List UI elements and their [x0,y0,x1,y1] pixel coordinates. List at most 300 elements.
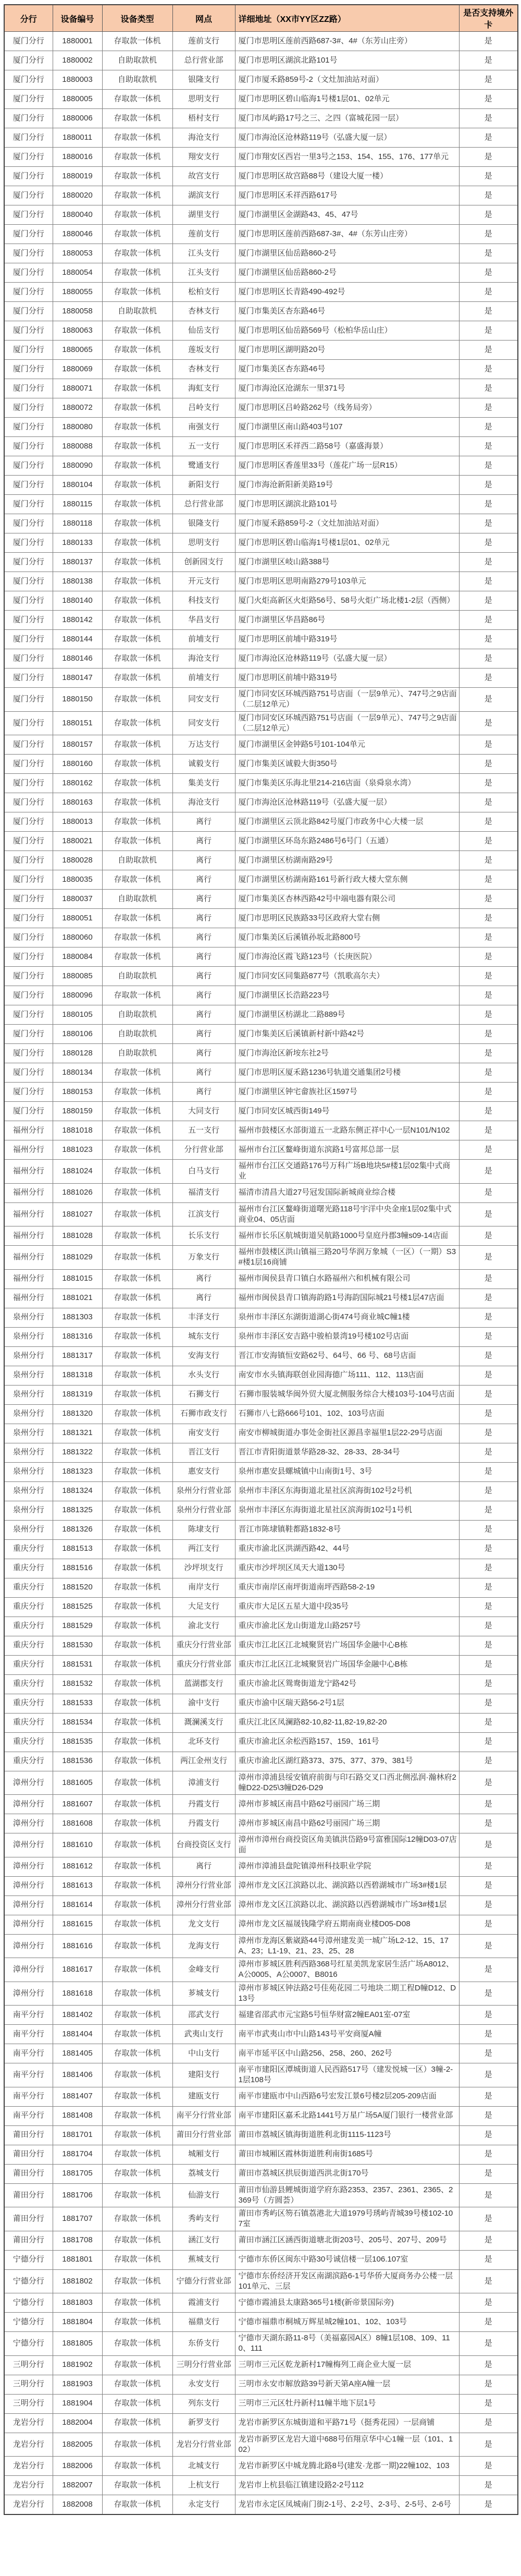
cell-device-id: 1881533 [53,1694,102,1713]
cell-address: 厦门市思明区民族路33号区政府大堂右侧 [235,909,459,928]
cell-device-id: 1881028 [53,1226,102,1246]
cell-foreign-card: 是 [459,1713,518,1732]
cell-foreign-card: 是 [459,735,518,755]
cell-branch: 厦门分行 [4,1083,53,1102]
cell-address: 厦门市集美区杏林西路42号中端电器有限公司 [235,890,459,909]
cell-address: 石狮市八七路666号101、102、103号店面 [235,1404,459,1424]
table-row [4,986,518,1005]
cell-device-id: 1881618 [53,1982,102,2006]
table-row [4,360,518,379]
col-header-address: 详细地址（XX市YY区ZZ路） [235,5,459,32]
cell-branch: 厦门分行 [4,870,53,890]
cell-device-type: 存取款一体机 [102,1934,172,1958]
cell-outlet: 永安支行 [172,2375,235,2394]
cell-outlet: 华昌支行 [172,611,235,630]
cell-device-type: 存取款一体机 [102,2145,172,2164]
cell-outlet: 东侨支行 [172,2332,235,2356]
cell-branch: 漳州分行 [4,1876,53,1895]
cell-device-type: 存取款一体机 [102,1833,172,1857]
cell-foreign-card: 是 [459,302,518,321]
cell-address: 福州市鼓楼区洪山镇福三路20号华润万象城（一区）（一期）S3#楼1层16商铺 [235,1246,459,1270]
cell-device-type: 存取款一体机 [102,1752,172,1771]
cell-branch: 厦门分行 [4,967,53,986]
cell-branch: 重庆分行 [4,1597,53,1617]
cell-device-type: 存取款一体机 [102,263,172,283]
table-row [4,2313,518,2332]
cell-branch: 厦门分行 [4,476,53,495]
cell-foreign-card: 是 [459,2495,518,2514]
cell-foreign-card: 是 [459,688,518,712]
cell-address: 宁德市霞浦县太康路365号1楼(新帝景国际旁) [235,2293,459,2313]
cell-outlet: 重庆分行营业部 [172,1655,235,1674]
cell-device-id: 1881902 [53,2355,102,2375]
cell-device-id: 1880035 [53,870,102,890]
cell-address: 厦门市思明区禾祥西二路58号（嘉盛海景） [235,437,459,456]
cell-address: 厦门市海沧新阳新美路19号 [235,476,459,495]
cell-outlet: 离行 [172,1044,235,1063]
cell-outlet: 思明支行 [172,90,235,109]
cell-branch: 泉州分行 [4,1424,53,1443]
cell-device-id: 1881904 [53,2394,102,2413]
cell-foreign-card: 是 [459,1202,518,1226]
cell-outlet: 大足支行 [172,1597,235,1617]
cell-outlet: 湖里支行 [172,205,235,225]
cell-outlet: 吕岭支行 [172,398,235,418]
table-row [4,735,518,755]
cell-address: 厦门市思明区思明南路279号103单元 [235,572,459,591]
table-row [4,1539,518,1559]
table-row [4,870,518,890]
cell-foreign-card: 是 [459,1462,518,1481]
cell-outlet: 上杭支行 [172,2476,235,2495]
cell-outlet: 离行 [172,1063,235,1083]
table-row [4,1102,518,1121]
cell-outlet: 科技支行 [172,591,235,611]
cell-foreign-card: 是 [459,2293,518,2313]
cell-outlet: 石狮支行 [172,1385,235,1404]
cell-foreign-card: 是 [459,774,518,793]
cell-address: 厦门市思明区长青路490-492号 [235,283,459,302]
cell-outlet: 水头支行 [172,1366,235,1385]
cell-device-type: 存取款一体机 [102,1202,172,1226]
cell-outlet: 晋江支行 [172,1443,235,1462]
cell-address: 重庆市大足区五星大道中段35号 [235,1597,459,1617]
cell-foreign-card: 是 [459,2269,518,2293]
cell-device-type: 存取款一体机 [102,456,172,476]
cell-branch: 厦门分行 [4,418,53,437]
table-row [4,1246,518,1270]
cell-outlet: 五一支行 [172,437,235,456]
cell-foreign-card: 是 [459,572,518,591]
cell-device-type: 自助取款机 [102,851,172,870]
table-row [4,2006,518,2025]
cell-device-type: 存取款一体机 [102,2433,172,2457]
table-row [4,2207,518,2231]
cell-foreign-card: 是 [459,476,518,495]
cell-address: 福州市闽侯县青口镇白水路福州六和机械有限公司 [235,1269,459,1289]
atm-locations-table [4,4,518,2515]
cell-outlet: 离行 [172,851,235,870]
cell-branch: 厦门分行 [4,225,53,244]
cell-device-id: 1880016 [53,148,102,167]
cell-outlet: 龙文支行 [172,1915,235,1934]
cell-device-type: 存取款一体机 [102,32,172,51]
cell-outlet: 渝中支行 [172,1694,235,1713]
cell-foreign-card: 是 [459,1795,518,1814]
table-row [4,1617,518,1636]
cell-foreign-card: 是 [459,832,518,851]
cell-address: 厦门市翔安区西岩一里3号之153、154、155、176、177单元 [235,148,459,167]
cell-address: 厦门市集美区后溪镇孙坂北路800号 [235,928,459,947]
cell-foreign-card: 是 [459,1424,518,1443]
cell-foreign-card: 是 [459,1694,518,1713]
cell-outlet: 陈埭支行 [172,1520,235,1539]
cell-device-type: 存取款一体机 [102,1443,172,1462]
table-row [4,1202,518,1226]
table-row [4,1226,518,1246]
cell-branch: 厦门分行 [4,630,53,649]
cell-device-type: 存取款一体机 [102,341,172,360]
cell-foreign-card: 是 [459,1578,518,1597]
cell-address: 晋江市青阳街道景华路28-32、28-33、28-34号 [235,1443,459,1462]
table-row [4,2164,518,2183]
cell-device-id: 1880005 [53,90,102,109]
cell-foreign-card: 是 [459,1443,518,1462]
table-row [4,495,518,514]
cell-branch: 宁德分行 [4,2269,53,2293]
cell-outlet: 丹霞支行 [172,1814,235,1833]
cell-address: 漳州市龙海区紫崴路44号漳州建发美一城广场L2-12、15、17A、23；L1-19、21、23、25、28 [235,1934,459,1958]
table-row [4,1636,518,1655]
cell-branch: 泉州分行 [4,1385,53,1404]
cell-device-id: 1881608 [53,1814,102,1833]
cell-device-type: 存取款一体机 [102,1346,172,1366]
cell-device-type: 存取款一体机 [102,476,172,495]
cell-address: 厦门市思明区故宫路88号（建设大厦一楼） [235,167,459,186]
cell-branch: 漳州分行 [4,1771,53,1795]
cell-device-id: 1882006 [53,2457,102,2476]
cell-device-type: 存取款一体机 [102,1246,172,1270]
table-row [4,553,518,572]
cell-foreign-card: 是 [459,2183,518,2207]
cell-outlet: 离行 [172,986,235,1005]
cell-outlet: 故宫支行 [172,167,235,186]
table-row [4,630,518,649]
cell-outlet: 新罗支行 [172,2413,235,2433]
table-row [4,1121,518,1140]
cell-outlet: 沙坪坝支行 [172,1559,235,1578]
cell-device-type: 存取款一体机 [102,928,172,947]
cell-device-type: 存取款一体机 [102,360,172,379]
cell-outlet: 莲坂支行 [172,341,235,360]
cell-branch: 厦门分行 [4,572,53,591]
cell-outlet: 离行 [172,1025,235,1044]
cell-device-id: 1880037 [53,890,102,909]
cell-device-id: 1880104 [53,476,102,495]
cell-device-id: 1881613 [53,1876,102,1895]
table-row [4,851,518,870]
cell-outlet: 金峰支行 [172,1958,235,1982]
cell-address: 厦门市湖里区钟宅畲族社区1597号 [235,1083,459,1102]
cell-branch: 宁德分行 [4,2332,53,2356]
table-row [4,90,518,109]
cell-branch: 重庆分行 [4,1674,53,1694]
cell-device-type: 存取款一体机 [102,2063,172,2087]
cell-outlet: 丹霞支行 [172,1795,235,1814]
cell-foreign-card: 是 [459,1501,518,1520]
cell-address: 厦门市湖里区环岛东路2486号6号门（五通） [235,832,459,851]
table-row [4,1674,518,1694]
cell-outlet: 离行 [172,928,235,947]
cell-address: 龙岩市新罗区东城街道和平路71号（挺秀花园）一层商铺 [235,2413,459,2433]
cell-address: 厦门市湖里区华昌路86号 [235,611,459,630]
cell-outlet: 创新园支行 [172,553,235,572]
cell-foreign-card: 是 [459,1857,518,1876]
cell-branch: 厦门分行 [4,1102,53,1121]
cell-device-id: 1881402 [53,2006,102,2025]
cell-device-type: 存取款一体机 [102,1771,172,1795]
cell-device-type: 存取款一体机 [102,669,172,688]
cell-address: 厦门市思明区湖滨北路101号 [235,51,459,70]
cell-device-id: 1881529 [53,1617,102,1636]
cell-device-type: 存取款一体机 [102,2183,172,2207]
cell-device-id: 1880072 [53,398,102,418]
cell-branch: 厦门分行 [4,986,53,1005]
cell-device-type: 存取款一体机 [102,2457,172,2476]
cell-foreign-card: 是 [459,398,518,418]
cell-device-type: 存取款一体机 [102,947,172,967]
cell-foreign-card: 是 [459,321,518,341]
cell-address: 莆田市仙游县鲤城街道学府东路2353、2357、2361、2365、2369号（方圆荟） [235,2183,459,2207]
cell-device-id: 1880060 [53,928,102,947]
cell-address: 厦门市思明区前埔中路319号 [235,630,459,649]
cell-device-type: 自助取款机 [102,70,172,90]
cell-branch: 厦门分行 [4,437,53,456]
cell-device-type: 存取款一体机 [102,1694,172,1713]
table-row [4,1732,518,1752]
cell-device-id: 1881513 [53,1539,102,1559]
cell-outlet: 开元支行 [172,572,235,591]
cell-device-id: 1880011 [53,128,102,148]
table-row [4,1597,518,1617]
cell-address: 重庆市渝北区鸳鸯街道龙宁路42号 [235,1674,459,1694]
cell-outlet: 离行 [172,870,235,890]
table-row [4,205,518,225]
cell-foreign-card: 是 [459,1597,518,1617]
cell-device-type: 存取款一体机 [102,109,172,128]
cell-outlet: 江滨支行 [172,1202,235,1226]
cell-address: 福建省邵武市元宝路5号恒华财富2幢EA01室-07室 [235,2006,459,2025]
cell-address: 厦门市同安区环城西路751号店面（一层9单元）、747号之9店面（二层12单元） [235,711,459,735]
cell-branch: 漳州分行 [4,1958,53,1982]
cell-branch: 厦门分行 [4,1005,53,1025]
cell-device-id: 1880137 [53,553,102,572]
cell-device-type: 存取款一体机 [102,1385,172,1404]
cell-address: 福州市闽侯县青口镇海韵路1号海韵国际城21号楼1层47店面 [235,1289,459,1308]
cell-foreign-card: 是 [459,1958,518,1982]
cell-device-type: 自助取款机 [102,1025,172,1044]
cell-device-id: 1881319 [53,1385,102,1404]
cell-device-type: 存取款一体机 [102,793,172,812]
cell-branch: 厦门分行 [4,51,53,70]
cell-foreign-card: 是 [459,1771,518,1795]
cell-device-id: 1880160 [53,755,102,774]
cell-device-id: 1881701 [53,2125,102,2145]
cell-foreign-card: 是 [459,1636,518,1655]
table-row [4,1655,518,1674]
cell-outlet: 龙海支行 [172,1934,235,1958]
cell-foreign-card: 是 [459,2025,518,2044]
cell-device-type: 存取款一体机 [102,1876,172,1895]
cell-foreign-card: 是 [459,1876,518,1895]
cell-branch: 三明分行 [4,2375,53,2394]
cell-branch: 泉州分行 [4,1481,53,1501]
cell-branch: 厦门分行 [4,774,53,793]
cell-branch: 福州分行 [4,1183,53,1202]
cell-device-id: 1881708 [53,2231,102,2250]
cell-branch: 厦门分行 [4,890,53,909]
cell-address: 漳州市龙文区江滨路以北、湖滨路以西碧湖城市广场3#楼1层 [235,1876,459,1895]
table-row [4,812,518,832]
table-row [4,51,518,70]
cell-device-type: 存取款一体机 [102,2375,172,2394]
cell-foreign-card: 是 [459,2106,518,2125]
cell-device-id: 1881805 [53,2332,102,2356]
cell-device-id: 1880150 [53,688,102,712]
cell-branch: 厦门分行 [4,553,53,572]
cell-address: 厦门市湖里区岐山路388号 [235,553,459,572]
cell-device-id: 1881525 [53,1597,102,1617]
cell-device-id: 1881903 [53,2375,102,2394]
cell-device-id: 1881320 [53,1404,102,1424]
cell-device-id: 1881530 [53,1636,102,1655]
cell-branch: 漳州分行 [4,1934,53,1958]
cell-device-type: 存取款一体机 [102,611,172,630]
table-row [4,186,518,205]
cell-foreign-card: 是 [459,2164,518,2183]
cell-device-id: 1880142 [53,611,102,630]
cell-device-id: 1880118 [53,514,102,533]
cell-foreign-card: 是 [459,1655,518,1674]
col-header-device-id: 设备编号 [53,5,102,32]
table-row [4,437,518,456]
cell-foreign-card: 是 [459,1539,518,1559]
cell-foreign-card: 是 [459,1121,518,1140]
cell-foreign-card: 是 [459,2355,518,2375]
cell-device-type: 存取款一体机 [102,812,172,832]
table-header-row [4,5,518,32]
cell-branch: 莆田分行 [4,2231,53,2250]
cell-address: 厦门市思明区前埔中路319号 [235,669,459,688]
cell-address: 漳州市漳浦县盘陀镇漳州科技职业学院 [235,1857,459,1876]
table-row [4,283,518,302]
cell-device-type: 存取款一体机 [102,514,172,533]
cell-outlet: 两江支行 [172,1539,235,1559]
cell-device-type: 自助取款机 [102,51,172,70]
cell-branch: 厦门分行 [4,456,53,476]
cell-device-type: 存取款一体机 [102,1617,172,1636]
cell-device-id: 1880080 [53,418,102,437]
cell-device-type: 存取款一体机 [102,437,172,456]
cell-address: 厦门市集美区乐海北里214-216店面（泉舜泉水湾） [235,774,459,793]
cell-foreign-card: 是 [459,70,518,90]
cell-foreign-card: 是 [459,928,518,947]
cell-foreign-card: 是 [459,2476,518,2495]
cell-outlet: 霞浦支行 [172,2293,235,2313]
cell-device-type: 存取款一体机 [102,553,172,572]
cell-foreign-card: 是 [459,986,518,1005]
cell-address: 厦门市思明区禾祥西路617号 [235,186,459,205]
cell-device-type: 存取款一体机 [102,1102,172,1121]
cell-outlet: 建阳支行 [172,2063,235,2087]
cell-foreign-card: 是 [459,2394,518,2413]
cell-branch: 厦门分行 [4,755,53,774]
cell-device-id: 1881326 [53,1520,102,1539]
table-row [4,1462,518,1481]
cell-branch: 厦门分行 [4,379,53,398]
table-row [4,418,518,437]
cell-branch: 龙岩分行 [4,2476,53,2495]
cell-foreign-card: 是 [459,128,518,148]
table-row [4,1795,518,1814]
cell-outlet: 海虹支行 [172,379,235,398]
cell-branch: 厦门分行 [4,793,53,812]
cell-device-id: 1881802 [53,2269,102,2293]
cell-device-type: 存取款一体机 [102,1481,172,1501]
cell-address: 漳州市芗城区胜利西路368号红星美凯龙家居生活广场A8012、A公0005、A公0007、B8016 [235,1958,459,1982]
cell-address: 重庆市沙坪坝区凤天大道130号 [235,1559,459,1578]
cell-device-id: 1880021 [53,832,102,851]
cell-branch: 重庆分行 [4,1732,53,1752]
cell-branch: 福州分行 [4,1246,53,1270]
cell-device-id: 1880084 [53,947,102,967]
cell-foreign-card: 是 [459,533,518,553]
cell-foreign-card: 是 [459,2125,518,2145]
cell-device-type: 存取款一体机 [102,2495,172,2514]
table-row [4,1857,518,1876]
cell-outlet: 长乐支行 [172,1226,235,1246]
cell-foreign-card: 是 [459,32,518,51]
cell-outlet: 离行 [172,1083,235,1102]
cell-device-id: 1881705 [53,2164,102,2183]
table-row [4,1958,518,1982]
cell-device-type: 存取款一体机 [102,398,172,418]
cell-foreign-card: 是 [459,1752,518,1771]
cell-device-type: 存取款一体机 [102,2207,172,2231]
cell-address: 厦门市湖里区枋湖北二路889号 [235,1005,459,1025]
table-row [4,148,518,167]
cell-device-type: 存取款一体机 [102,1140,172,1160]
cell-branch: 莆田分行 [4,2125,53,2145]
cell-branch: 龙岩分行 [4,2457,53,2476]
table-row [4,321,518,341]
cell-address: 厦门市思明区莲前西路687-3#、4#（东芳山庄旁） [235,225,459,244]
cell-device-type: 存取款一体机 [102,1915,172,1934]
cell-branch: 福州分行 [4,1202,53,1226]
cell-branch: 南平分行 [4,2063,53,2087]
cell-device-type: 存取款一体机 [102,1404,172,1424]
cell-foreign-card: 是 [459,1833,518,1857]
cell-device-type: 存取款一体机 [102,909,172,928]
cell-device-id: 1882007 [53,2476,102,2495]
cell-outlet: 海沧支行 [172,649,235,669]
cell-device-type: 存取款一体机 [102,832,172,851]
cell-outlet: 安海支行 [172,1346,235,1366]
cell-branch: 漳州分行 [4,1915,53,1934]
cell-branch: 漳州分行 [4,1857,53,1876]
cell-foreign-card: 是 [459,1385,518,1404]
cell-device-id: 1880088 [53,437,102,456]
